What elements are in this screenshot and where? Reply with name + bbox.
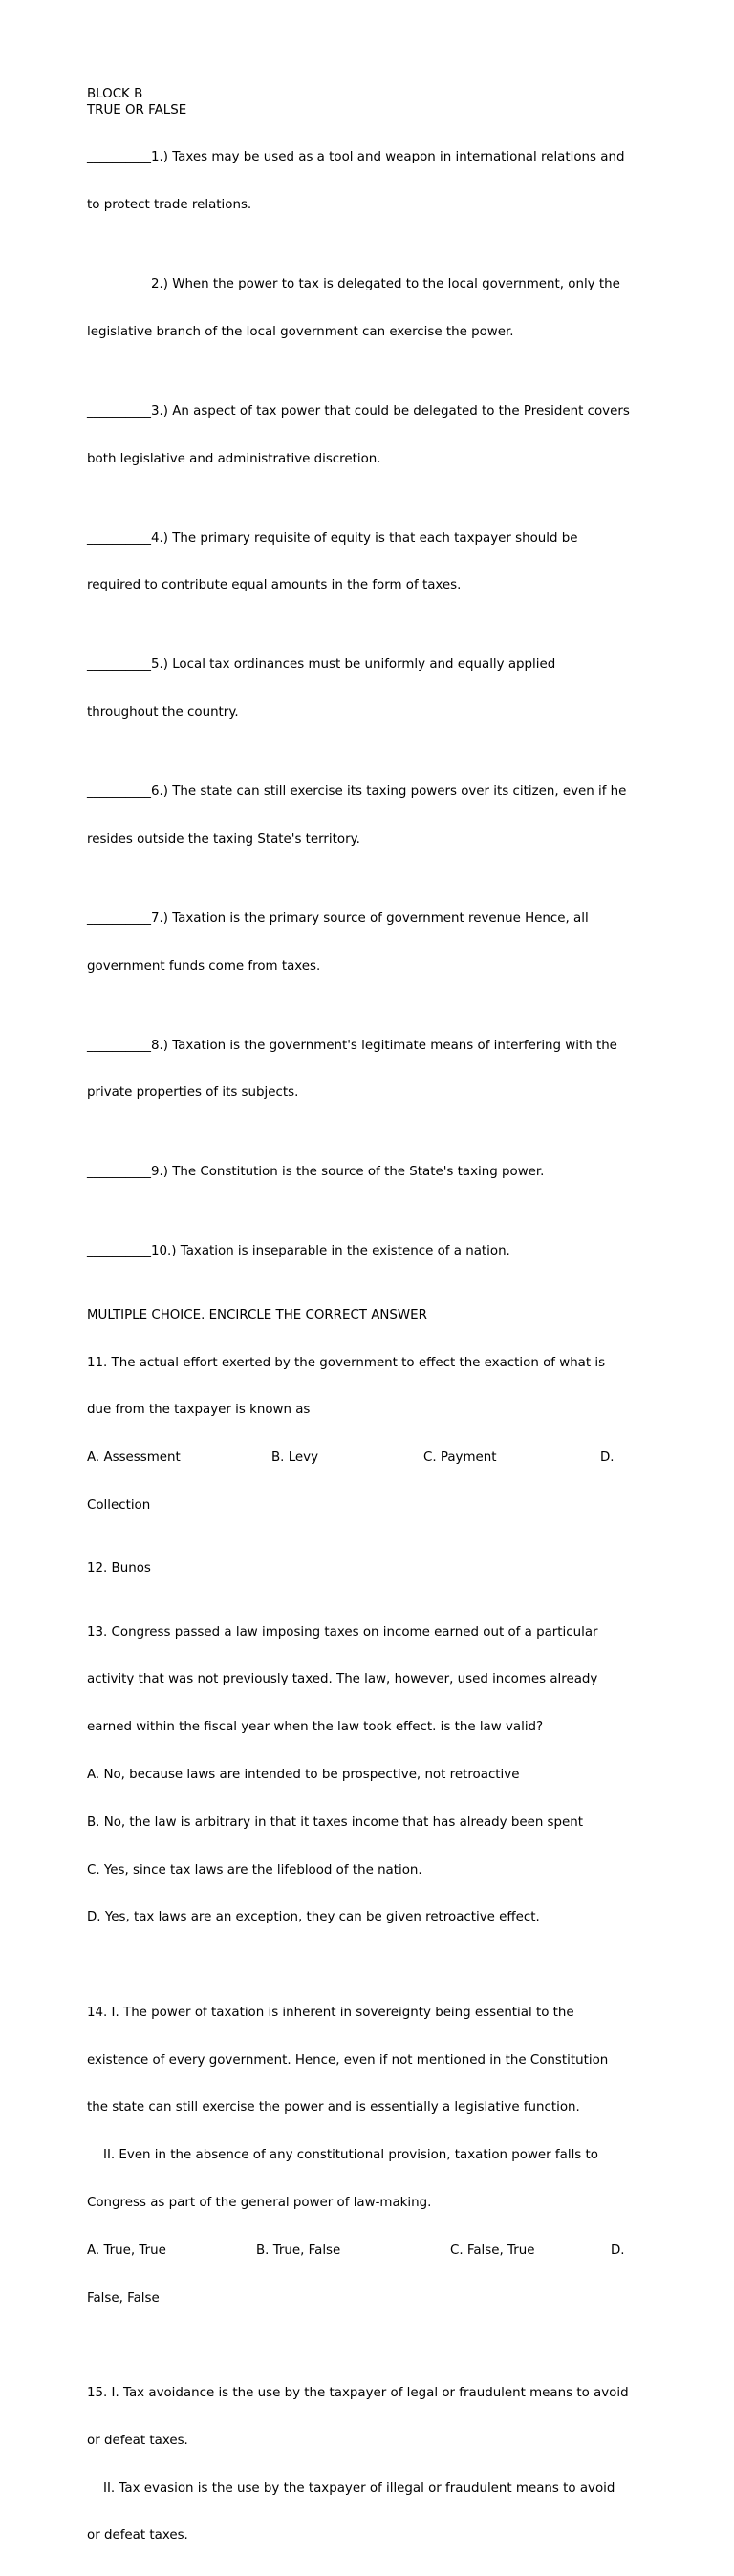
question-14 bbox=[87, 1974, 660, 2339]
choice-a: A. No, because laws are intended to be prospective, not retroactive bbox=[87, 1767, 520, 1782]
tf-item-line: __________1.) Taxes may be used as a tool and weapon in international relations and bbox=[87, 150, 625, 165]
block-heading: BLOCK B bbox=[87, 87, 143, 101]
tf-item-line: resides outside the taxing State's territory. bbox=[87, 831, 360, 847]
question-line: II. Tax evasion is the use by the taxpayer of illegal or fraudulent means to avoid bbox=[87, 2480, 615, 2496]
choice-b: B. Levy bbox=[271, 1450, 319, 1466]
spacer bbox=[87, 1958, 660, 1974]
choice-d-continued: Collection bbox=[87, 1497, 151, 1513]
question-line: activity that was not previously taxed. The law, however, used incomes already bbox=[87, 1672, 598, 1687]
choice-b: B. True, False bbox=[256, 2243, 341, 2258]
tf-item-line: __________8.) Taxation is the government's legitimate means of interfering with the bbox=[87, 1038, 617, 1053]
choice-row bbox=[87, 2243, 660, 2260]
section-heading-multiple-choice: MULTIPLE CHOICE. ENCIRCLE THE CORRECT ANSWER bbox=[87, 1307, 427, 1322]
tf-item-3 bbox=[87, 373, 660, 500]
choice-row bbox=[87, 1450, 660, 1467]
tf-item-line: legislative branch of the local government can exercise the power. bbox=[87, 324, 514, 339]
question-line: 15. I. Tax avoidance is the use by the taxpayer of legal or fraudulent means to avoid bbox=[87, 2386, 629, 2401]
document-body bbox=[87, 87, 660, 2576]
choice-c: C. Yes, since tax laws are the lifeblood of the nation. bbox=[87, 1862, 422, 1878]
spacer bbox=[87, 2338, 660, 2354]
tf-item-line: __________2.) When the power to tax is delegated to the local government, only the bbox=[87, 277, 620, 292]
section-heading-true-false: TRUE OR FALSE bbox=[87, 102, 187, 118]
spacer bbox=[87, 1546, 660, 1562]
tf-item-line: required to contribute equal amounts in the form of taxes. bbox=[87, 578, 462, 593]
tf-item-line: __________3.) An aspect of tax power that could be delegated to the President covers bbox=[87, 403, 630, 419]
choice-d-continued: False, False bbox=[87, 2290, 160, 2306]
tf-item-9 bbox=[87, 1133, 660, 1213]
choice-a: A. True, True bbox=[87, 2243, 166, 2258]
question-line: 13. Congress passed a law imposing taxes on income earned out of a particular bbox=[87, 1624, 598, 1640]
tf-item-line: government funds come from taxes. bbox=[87, 958, 321, 974]
question-11 bbox=[87, 1323, 660, 1545]
tf-item-10 bbox=[87, 1213, 660, 1292]
question-line: due from the taxpayer is known as bbox=[87, 1403, 311, 1418]
question-line: or defeat taxes. bbox=[87, 2433, 188, 2448]
question-12: 12. Bunos bbox=[87, 1561, 151, 1577]
question-line: Congress as part of the general power of law-making. bbox=[87, 2195, 432, 2210]
spacer bbox=[87, 1292, 660, 1308]
question-line: or defeat taxes. bbox=[87, 2528, 188, 2544]
choice-c: C. False, True bbox=[450, 2243, 535, 2258]
tf-item-2 bbox=[87, 246, 660, 373]
tf-item-line: to protect trade relations. bbox=[87, 198, 252, 213]
choice-d: D. Yes, tax laws are an exception, they can be given retroactive effect. bbox=[87, 1910, 540, 1925]
choice-d: D. bbox=[600, 1450, 615, 1466]
tf-item-line: __________4.) The primary requisite of equity is that each taxpayer should be bbox=[87, 530, 578, 546]
tf-item-line: __________5.) Local tax ordinances must be uniformly and equally applied bbox=[87, 657, 556, 673]
question-line: the state can still exercise the power and is essentially a legislative function. bbox=[87, 2100, 580, 2115]
question-line: existence of every government. Hence, even if not mentioned in the Constitution bbox=[87, 2052, 609, 2068]
choice-a: A. Assessment bbox=[87, 1450, 181, 1466]
tf-item-line: throughout the country. bbox=[87, 705, 239, 720]
tf-item-6 bbox=[87, 753, 660, 880]
tf-item-1 bbox=[87, 118, 660, 246]
question-line: II. Even in the absence of any constitutional provision, taxation power falls to bbox=[87, 2148, 598, 2163]
tf-item-line: __________10.) Taxation is inseparable in the existence of a nation. bbox=[87, 1244, 510, 1259]
tf-item-line: __________9.) The Constitution is the source of the State's taxing power. bbox=[87, 1165, 545, 1180]
question-15 bbox=[87, 2354, 660, 2576]
tf-item-line: both legislative and administrative discretion. bbox=[87, 451, 381, 466]
spacer bbox=[87, 1578, 660, 1594]
question-line: earned within the fiscal year when the law took effect. is the law valid? bbox=[87, 1720, 544, 1735]
tf-item-5 bbox=[87, 626, 660, 753]
choice-d: D. bbox=[611, 2243, 625, 2258]
tf-item-7 bbox=[87, 880, 660, 1007]
tf-item-4 bbox=[87, 499, 660, 626]
choice-b: B. No, the law is arbitrary in that it taxes income that has already been spent bbox=[87, 1814, 584, 1830]
question-line: 14. I. The power of taxation is inherent in sovereignty being essential to the bbox=[87, 2005, 574, 2020]
tf-item-line: __________6.) The state can still exercise its taxing powers over its citizen, even if he bbox=[87, 784, 627, 800]
tf-item-8 bbox=[87, 1006, 660, 1133]
question-13 bbox=[87, 1593, 660, 1958]
question-line: 11. The actual effort exerted by the government to effect the exaction of what is bbox=[87, 1355, 606, 1370]
tf-item-line: private properties of its subjects. bbox=[87, 1085, 299, 1101]
tf-item-line: __________7.) Taxation is the primary source of government revenue Hence, all bbox=[87, 911, 589, 926]
choice-c: C. Payment bbox=[423, 1450, 497, 1466]
